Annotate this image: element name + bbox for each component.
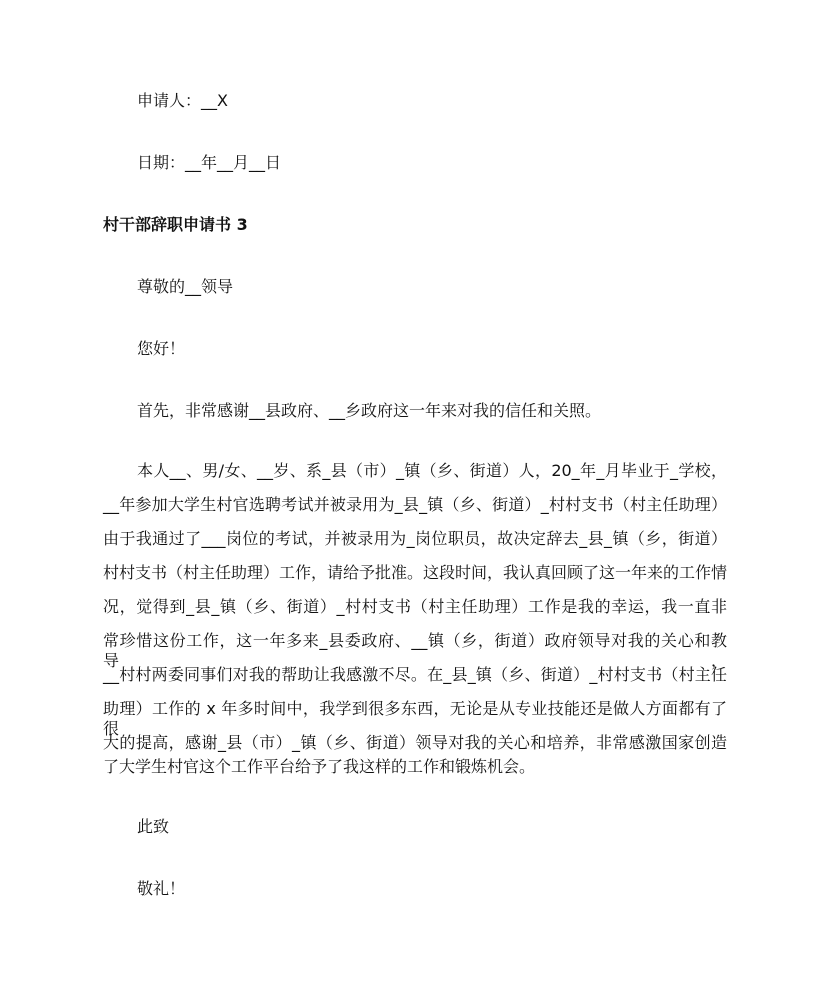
greeting: 您好！ (137, 339, 186, 358)
body-line: 常珍惜这份工作，这一年多来_县委政府、__镇（乡，街道）政府领导对我的关心和教导， (103, 631, 727, 670)
body-line: 助理）工作的 x 年多时间中，我学到很多东西，无论是从专业技能还是做人方面都有了很 (103, 699, 727, 738)
section-title: 村干部辞职申请书 3 (103, 215, 248, 234)
body-line: 大的提高，感谢_县（市）_镇（乡、街道）领导对我的关心和培养，非常感激国家创造 (103, 733, 727, 752)
body-line: 了大学生村官这个工作平台给予了我这样的工作和锻炼机会。 (103, 757, 536, 776)
body-line: __村村两委同事们对我的帮助让我感激不尽。在_县_镇（乡、街道）_村村支书（村主任 (103, 665, 727, 684)
body-line: 本人__、男/女、__岁、系_县（市）_镇（乡、街道）人，20_年_月毕业于_学校， (137, 461, 727, 480)
body-line: 村村支书（村主任助理）工作，请给予批准。这段时间，我认真回顾了这一年来的工作情 (103, 563, 728, 582)
body-line: 况，觉得到_县_镇（乡、街道）_村村支书（村主任助理）工作是我的幸运，我一直非 (103, 597, 727, 616)
applicant-line: 申请人：__X (137, 91, 228, 110)
closing-line-2: 敬礼！ (137, 879, 186, 898)
paragraph-thanks: 首先，非常感谢__县政府、__乡政府这一年来对我的信任和关照。 (137, 401, 602, 420)
body-line: 由于我通过了___岗位的考试，并被录用为_岗位职员，故决定辞去_县_镇（乡，街道） (103, 529, 727, 548)
closing-line-1: 此致 (137, 817, 170, 836)
salutation: 尊敬的__领导 (137, 277, 234, 296)
date-line: 日期：__年__月__日 (137, 153, 282, 172)
body-line: __年参加大学生村官选聘考试并被录用为_县_镇（乡、街道）_村村支书（村主任助理） (103, 495, 727, 514)
